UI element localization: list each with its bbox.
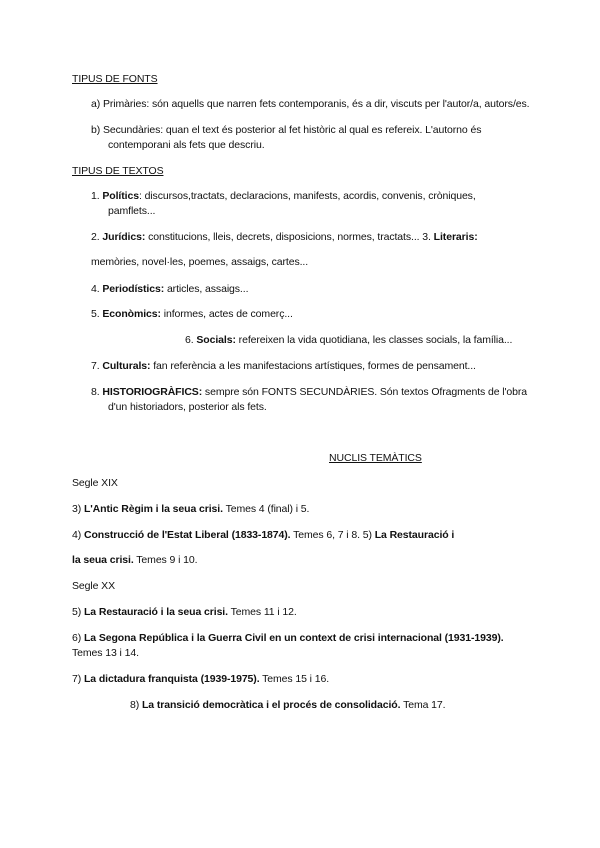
textos-item-1 — [91, 190, 476, 203]
textos-item-8-cont: d'un historiadors, posterior als fets. — [108, 401, 267, 413]
nucli-title: La transició democràtica i el procés de consolidació. — [141, 699, 401, 711]
nucli-title: La dictadura franquista (1939-1975). — [83, 673, 260, 685]
segle-xx-label: Segle XX — [72, 580, 115, 592]
item-desc: informes, actes de comerç... — [160, 308, 293, 320]
item-term: Econòmics: — [102, 308, 161, 320]
item-desc: sempre són FONTS SECUNDÀRIES. Són textos Ofragments de l'obra — [202, 386, 528, 398]
item-number: 4) — [72, 529, 82, 541]
nucli-6 — [72, 632, 504, 645]
item-number: 5. — [91, 308, 100, 320]
nucli-8 — [130, 699, 445, 712]
nucli-temes: Temes 15 i 16. — [259, 673, 330, 685]
nucli-title: La Restauració i la seua crisi. — [83, 606, 228, 618]
nuclis-heading: NUCLIS TEMÀTICS — [329, 452, 422, 464]
nucli-6-cont: Temes 13 i 14. — [72, 647, 139, 659]
item-number: 5) — [72, 606, 82, 618]
textos-item-3-cont: memòries, novel·les, poemes, assaigs, cartes... — [91, 256, 309, 268]
fonts-item-a: a) Primàries: són aquells que narren fets contemporanis, és a dir, viscuts per l'autor/a, autors/es. — [91, 98, 530, 110]
nucli-title: Construcció de l'Estat Liberal (1833-1874). — [83, 529, 291, 541]
item-number: 7. — [91, 360, 100, 372]
item-desc: fan referència a les manifestacions artístiques, formes de pensament... — [150, 360, 476, 372]
item-number: 8. — [91, 386, 100, 398]
fonts-item-b: b) Secundàries: quan el text és posterior al fet històric al qual es refereix. L'autorno és — [91, 124, 482, 136]
nucli-title: La Segona República i la Guerra Civil en un context de crisi internacional (1931-1939). — [83, 632, 504, 644]
fonts-heading: TIPUS DE FONTS — [72, 73, 158, 85]
textos-item-4 — [91, 283, 248, 296]
nucli-5a-cont — [72, 554, 197, 567]
item-number: 2. — [91, 231, 100, 243]
item-term: Jurídics: — [102, 231, 146, 243]
textos-item-7 — [91, 360, 476, 373]
item-number: 3) — [72, 503, 82, 515]
item-number: 6) — [72, 632, 82, 644]
item-number: 6. — [185, 334, 194, 346]
nucli-temes: Temes 9 i 10. — [133, 554, 198, 566]
textos-item-8 — [91, 386, 527, 399]
item-term: Socials: — [196, 334, 236, 346]
nucli-title: La Restauració i — [374, 529, 455, 541]
textos-item-1-cont: pamflets... — [108, 205, 156, 217]
nucli-temes: Temes 6, 7 i 8. 5) — [290, 529, 372, 541]
segle-xix-label: Segle XIX — [72, 477, 118, 489]
nucli-title: la seua crisi. — [72, 554, 134, 566]
fonts-item-b-cont: contemporani als fets que descriu. — [108, 139, 265, 151]
item-number: 4. — [91, 283, 100, 295]
item-desc: articles, assaigs... — [164, 283, 249, 295]
nucli-4 — [72, 529, 454, 542]
nucli-7 — [72, 673, 329, 686]
item-term: Literaris: — [433, 231, 478, 243]
nucli-temes: Tema 17. — [400, 699, 446, 711]
textos-item-6 — [185, 334, 512, 347]
item-term: Periodístics: — [102, 283, 165, 295]
nucli-5 — [72, 606, 297, 619]
item-term: Polítics — [102, 190, 139, 202]
nucli-temes: Temes 4 (final) i 5. — [222, 503, 310, 515]
item-number: 8) — [130, 699, 140, 711]
textos-item-5 — [91, 308, 293, 321]
textos-item-2 — [91, 231, 478, 244]
item-desc: refereixen la vida quotidiana, les classes socials, la família... — [235, 334, 513, 346]
item-number: 7) — [72, 673, 82, 685]
item-term: Culturals: — [102, 360, 151, 372]
item-number: 1. — [91, 190, 100, 202]
item-desc: : discursos,tractats, declaracions, manifests, acordis, convenis, cròniques, — [138, 190, 476, 202]
nucli-3 — [72, 503, 309, 516]
item-term: HISTORIOGRÀFICS: — [102, 386, 203, 398]
nucli-title: L'Antic Règim i la seua crisi. — [83, 503, 223, 515]
nucli-temes: Temes 11 i 12. — [227, 606, 297, 618]
item-desc: constitucions, lleis, decrets, disposicions, normes, tractats... 3. — [145, 231, 431, 243]
textos-heading: TIPUS DE TEXTOS — [72, 165, 164, 177]
